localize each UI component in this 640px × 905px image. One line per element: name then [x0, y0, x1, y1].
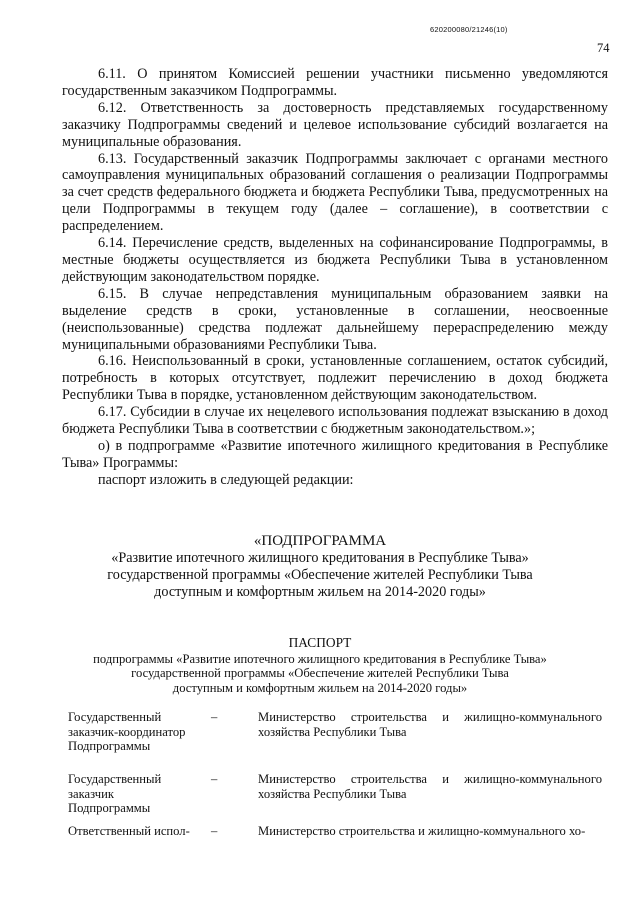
paragraph-6-16: 6.16. Неиспользованный в сроки, установленные соглашением, остаток субсидий, потребность в которых отсутствует, подлежит перечислению в доход бюджета Республики Тыва в порядке, установленном действующим законодательством.	[62, 353, 608, 404]
passport-row-value: Министерство строительства и жилищно-коммунального хо-	[258, 824, 586, 838]
paragraph-6-13: 6.13. Государственный заказчик Подпрограммы заключает с органами местного самоуправления муниципальных образований соглашения о реализации Подпрограммы за счет средств федерального бюджета и бюджета Республики Тыва, предусмотренных на цели Подпрограммы в текущем году (далее – соглашение), в соответствии с распределением.	[62, 150, 608, 235]
passport-row-dash: –	[211, 824, 218, 838]
passport-row-label: Ответственный испол-	[68, 824, 190, 838]
passport-title-line: доступным и комфортным жильем на 2014-2020 годы»	[172, 680, 468, 695]
paragraph-passport-intro: паспорт изложить в следующей редакции:	[98, 471, 354, 488]
subprogram-heading: «ПОДПРОГРАММА	[253, 533, 387, 549]
paragraph-6-17: 6.17. Субсидии в случае их нецелевого использования подлежат взысканию в доход бюджета Республики Тыва в соответствии с бюджетным законодательством.»;	[62, 404, 608, 438]
subprogram-title-line: «Развитие ипотечного жилищного кредитования в Республике Тыва»	[111, 549, 529, 566]
passport-heading: ПАСПОРТ	[288, 635, 352, 650]
passport-title-line: подпрограммы «Развитие ипотечного жилищного кредитования в Республике Тыва»	[93, 651, 547, 666]
passport-row-value: Министерство строительства и жилищно-коммунального хозяйства Республики Тыва	[258, 710, 602, 739]
paragraph-6-14: 6.14. Перечисление средств, выделенных на софинансирование Подпрограммы, в местные бюджеты осуществляется из бюджета Республики Тыва в установленном действующим законодательством порядке.	[62, 235, 608, 285]
subprogram-title	[40, 533, 600, 601]
paragraph-6-15: 6.15. В случае непредставления муниципальным образованием заявки на выделение средств в сроки, установленные в соглашении, неосвоенные (неиспользованные) средства подлежат дальнейшему перераспределению между муниципальными образованиями Республики Тыва.	[62, 285, 608, 353]
subprogram-title-line: государственной программы «Обеспечение жителей Республики Тыва	[107, 566, 533, 583]
passport-row	[68, 824, 616, 844]
paragraph-item-o: о) в подпрограмме «Развитие ипотечного жилищного кредитования в Республике Тыва» Программы:	[62, 437, 608, 471]
passport-title-line: государственной программы «Обеспечение жителей Республики Тыва	[131, 666, 509, 681]
paragraph-6-12: 6.12. Ответственность за достоверность представляемых государственному заказчику Подпрограммы сведений и целевое использование субсидий возлагается на муниципальные образования.	[62, 99, 608, 150]
passport-row-dash: –	[211, 772, 218, 786]
passport-row	[68, 772, 616, 824]
passport-row-label: Государственный заказчик-координатор Подпрограммы	[68, 710, 186, 754]
passport-row	[68, 710, 616, 772]
passport-title	[40, 636, 600, 695]
passport-row-dash: –	[211, 710, 218, 724]
document-id: 620200080/21246(10)	[430, 25, 508, 34]
passport-row-value: Министерство строительства и жилищно-коммунального хозяйства Республики Тыва	[258, 772, 602, 801]
passport-table	[68, 710, 616, 844]
subprogram-title-line: доступным и комфортным жильем на 2014-2020 годы»	[154, 583, 486, 600]
passport-row-label: Государственный заказчик Подпрограммы	[68, 772, 162, 816]
body-text	[62, 66, 608, 489]
paragraph-6-11: 6.11. О принятом Комиссией решении участники письменно уведомляются государственным заказчиком Подпрограммы.	[62, 66, 608, 99]
page-number: 74	[597, 41, 610, 55]
